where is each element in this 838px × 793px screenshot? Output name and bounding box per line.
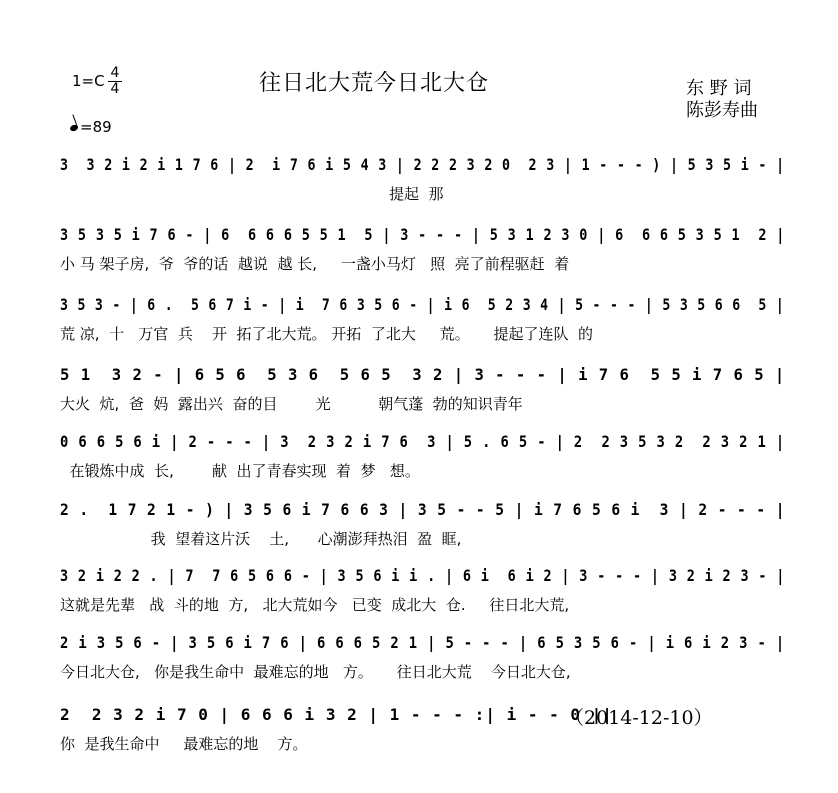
lyricist-credit: 东 野 词 [686, 78, 752, 99]
lyrics-line: 这就是先辈 战 斗的地 方, 北大荒如今 已变 成北大 仓. 往日北大荒, [60, 596, 570, 614]
time-signature-bottom: 4 [110, 81, 120, 97]
notation-line: 0 6 6 5 6 i | 2 - - - | 3 2 3 2 i 7 6 3 | 5 . 6 5 - | 2 2 3 5 3 2 2 3 2 1 | [60, 432, 785, 451]
quarter-note-icon [69, 123, 79, 131]
notation-line: 3 2 i 2 2 . | 7 7 6 5 6 6 - | 3 5 6 i i . | 6 i 6 i 2 | 3 - - - | 3 2 i 2 3 - | [60, 566, 786, 585]
composer-credit: 陈彭寿曲 [686, 100, 758, 121]
notation-line: 3 5 3 - | 6 . 5 6 7 i - | i 7 6 3 5 6 - | i 6 5 2 3 4 | 5 - - - | 5 3 5 6 6 5 | [60, 295, 785, 314]
notation-line: 3 5 3 5 i 7 6 - | 6 6 6 6 5 5 1 5 | 3 - - - | 5 3 1 2 3 0 | 6 6 6 5 3 5 1 2 | [60, 225, 786, 244]
notation-line: 2 2 3 2 i 7 0 | 6 6 6 i 3 2 | 1 - - - :| i - - 0 || [60, 705, 613, 724]
lyrics-line: 小 马 架子房, 爷 爷的话 越说 越 长, 一盏小马灯 照 亮了前程驱赶 着 [60, 255, 570, 273]
lyrics-line: 大火 炕, 爸 妈 露出兴 奋的目 光 朝气蓬 勃的知识青年 [60, 395, 523, 413]
tempo-marking [70, 118, 112, 136]
lyrics-line: 提起 那 [60, 185, 444, 203]
lyrics-line: 我 望着这片沃 土, 心潮澎拜热泪 盈 眶, [60, 530, 462, 548]
time-signature [108, 66, 122, 97]
notation-line: 5 1 3 2 - | 6 5 6 5 3 6 5 6 5 3 2 | 3 - - - | i 7 6 5 5 i 7 6 5 | [60, 365, 786, 384]
tempo-value: =89 [80, 118, 112, 136]
song-credits [686, 78, 758, 122]
notation-line: 2 . 1 7 2 1 - ) | 3 5 6 i 7 6 6 3 | 3 5 - - 5 | i 7 6 5 6 i 3 | 2 - - - | [60, 500, 786, 519]
lyrics-line: 在锻炼中成 长, 献 出了青春实现 着 梦 想。 [60, 462, 420, 480]
notation-line: 2 i 3 5 6 - | 3 5 6 i 7 6 | 6 6 6 5 2 1 | 5 - - - | 6 5 3 5 6 - | i 6 i 2 3 - | [60, 633, 785, 652]
lyrics-line: 今日北大仓, 你是我生命中 最难忘的地 方。 往日北大荒 今日北大仓, [60, 663, 571, 681]
key-signature: 1=C [72, 72, 105, 90]
song-title: 往日北大荒今日北大仓 [259, 71, 490, 96]
notation-line: 3 3 2 i 2 i 1 7 6 | 2 i 7 6 i 5 4 3 | 2 2 2 3 2 0 2 3 | 1 - - - ) | 5 3 5 i - | [60, 155, 785, 174]
date-stamp: （2014-12-10） [565, 707, 713, 729]
lyrics-line: 你 是我生命中 最难忘的地 方。 [60, 735, 308, 753]
time-signature-top: 4 [110, 65, 120, 81]
lyrics-line: 荒 凉, 十 万官 兵 开 拓了北大荒。 开拓 了北大 荒。 提起了连队 的 [60, 325, 594, 343]
